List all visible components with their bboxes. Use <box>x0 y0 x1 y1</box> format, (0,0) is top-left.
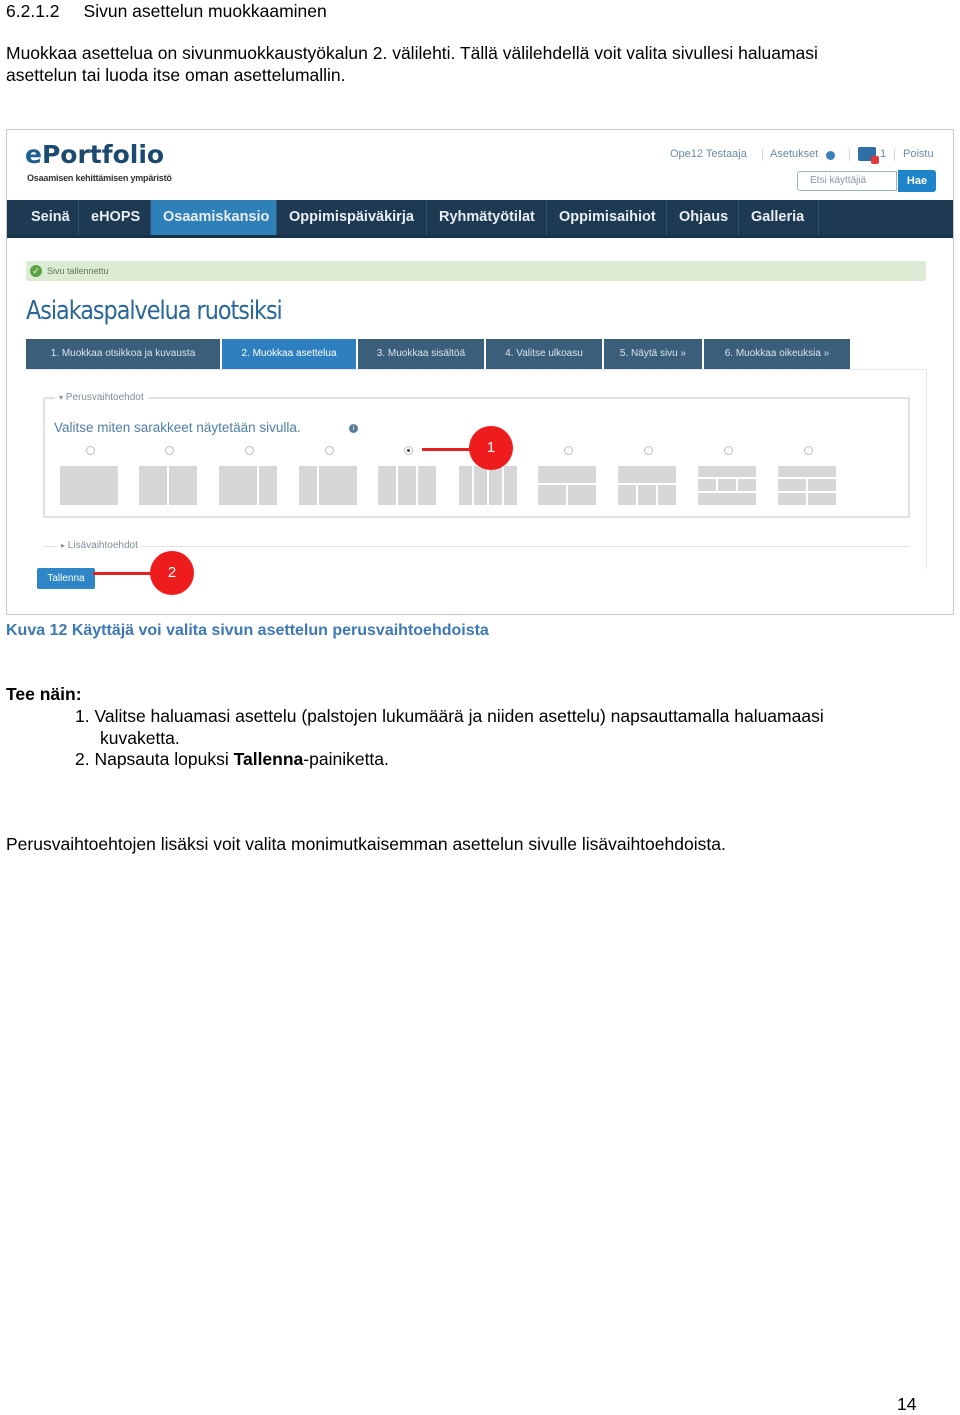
layout-three-columns[interactable] <box>378 466 438 505</box>
tab-edit-permissions[interactable]: 6. Muokkaa oikeuksia » <box>704 339 850 369</box>
user-link[interactable]: Ope12 Testaaja <box>670 148 747 160</box>
intro-line-2: asettelun tai luoda itse oman asettelumallin. <box>6 65 346 85</box>
nav-item-seina[interactable]: Seinä <box>19 200 79 235</box>
checkmark-icon: ✓ <box>30 265 42 277</box>
save-button[interactable]: Tallenna <box>37 568 95 589</box>
gear-icon[interactable] <box>826 151 835 160</box>
layout-radio[interactable] <box>644 446 653 455</box>
section-title: Sivun asettelun muokkaaminen <box>83 1 327 21</box>
basic-options-label: Perusvaihtoehdot <box>65 392 144 403</box>
search-button[interactable]: Hae <box>898 170 936 192</box>
section-number: 6.2.1.2 <box>6 1 60 21</box>
layout-rows-1-3-1[interactable] <box>698 466 758 505</box>
choose-columns-text: Valitse miten sarakkeet näytetään sivulla. <box>54 420 301 435</box>
instruction-1-line-2: kuvaketta. <box>100 728 180 748</box>
nav-item-osaamiskansio[interactable]: Osaamiskansio <box>151 200 277 235</box>
chevron-down-icon: ▾ <box>59 393 64 402</box>
layout-two-columns[interactable] <box>139 466 199 505</box>
intro-line-1: Muokkaa asettelua on sivunmuokkaustyökalun 2. välilehti. Tällä välilehdellä voit valita sivullesi haluamasi <box>6 43 818 63</box>
instruction-2-suffix: -painiketta. <box>303 749 389 769</box>
saved-message: Sivu tallennettu <box>47 266 109 276</box>
layout-radio[interactable] <box>325 446 334 455</box>
more-options-label: Lisävaihtoehdot <box>67 540 138 551</box>
main-navigation <box>7 200 954 238</box>
user-search-input[interactable]: Etsi käyttäjiä <box>797 171 897 191</box>
inbox-icon[interactable] <box>858 147 876 161</box>
tab-show-page[interactable]: 5. Näytä sivu » <box>604 339 704 369</box>
layout-rows-1-2[interactable] <box>538 466 598 505</box>
content-border <box>926 369 927 569</box>
layout-radio[interactable] <box>86 446 95 455</box>
nav-item-oppimispaivakirja[interactable]: Oppimispäiväkirja <box>277 200 427 235</box>
nav-item-ohjaus[interactable]: Ohjaus <box>667 200 739 235</box>
divider <box>762 149 763 161</box>
logo-subtitle: Osaamisen kehittämisen ympäristö <box>27 173 172 183</box>
edit-steps-tabs <box>26 339 850 369</box>
saved-notification <box>26 261 926 281</box>
nav-item-ehops[interactable]: eHOPS <box>79 200 151 235</box>
layout-two-columns-wide-left[interactable] <box>219 466 279 505</box>
logo-text: Portfolio <box>41 140 165 169</box>
figure-caption: Kuva 12 Käyttäjä voi valita sivun asettelun perusvaihtoehdoista <box>6 622 489 639</box>
layout-radio[interactable] <box>804 446 813 455</box>
instruction-2-prefix: 2. Napsauta lopuksi <box>75 749 234 769</box>
divider <box>849 149 850 161</box>
tab-edit-title[interactable]: 1. Muokkaa otsikkoa ja kuvausta <box>26 339 222 369</box>
info-icon[interactable]: i <box>349 424 358 433</box>
tab-edit-content[interactable]: 3. Muokkaa sisältöä <box>358 339 486 369</box>
divider <box>894 149 895 161</box>
layout-four-columns[interactable] <box>459 466 519 505</box>
instructions-title: Tee näin: <box>6 684 82 704</box>
page-title: Asiakaspalvelua ruotsiksi <box>26 296 282 326</box>
layout-rows-1-2-2[interactable] <box>778 466 838 505</box>
closing-paragraph: Perusvaihtoehtojen lisäksi voit valita monimutkaisemman asettelun sivulle lisävaihtoehdoista. <box>6 834 726 854</box>
eportfolio-screenshot <box>6 129 954 615</box>
layout-one-column[interactable] <box>60 466 120 505</box>
more-options-divider <box>43 546 910 547</box>
callout-2-line <box>93 572 153 575</box>
instruction-1-line-1: 1. Valitse haluamasi asettelu (palstojen lukumäärä ja niiden asettelu) napsauttamalla haluamaasi <box>75 706 824 726</box>
eportfolio-logo <box>25 140 164 169</box>
layout-two-columns-wide-right[interactable] <box>299 466 359 505</box>
layout-radio[interactable] <box>245 446 254 455</box>
callout-1-line <box>422 448 470 451</box>
logout-link[interactable]: Poistu <box>903 148 934 160</box>
tab-choose-theme[interactable]: 4. Valitse ulkoasu <box>486 339 604 369</box>
section-heading <box>6 0 327 22</box>
layout-radio[interactable] <box>724 446 733 455</box>
chevron-right-icon: ▸ <box>61 541 66 550</box>
callout-2: 2 <box>150 551 194 595</box>
layout-radio-selected[interactable] <box>404 446 413 455</box>
content-border <box>26 369 927 370</box>
settings-link[interactable]: Asetukset <box>770 148 819 160</box>
nav-item-ryhmatyotilat[interactable]: Ryhmätyötilat <box>427 200 547 235</box>
layout-rows-1-3[interactable] <box>618 466 678 505</box>
nav-item-galleria[interactable]: Galleria <box>739 200 819 235</box>
instruction-2-bold: Tallenna <box>233 749 304 769</box>
layout-radio[interactable] <box>564 446 573 455</box>
nav-item-oppimisaihiot[interactable]: Oppimisaihiot <box>547 200 667 235</box>
instruction-2 <box>75 748 389 770</box>
layout-radio[interactable] <box>165 446 174 455</box>
inbox-count: 1 <box>880 148 887 160</box>
more-options-toggle[interactable] <box>57 540 142 551</box>
basic-options-legend[interactable] <box>55 392 148 403</box>
page-number: 14 <box>897 1394 917 1414</box>
logo-e: e <box>25 140 42 169</box>
tab-edit-layout[interactable]: 2. Muokkaa asettelua <box>222 339 358 369</box>
callout-1: 1 <box>469 426 513 470</box>
